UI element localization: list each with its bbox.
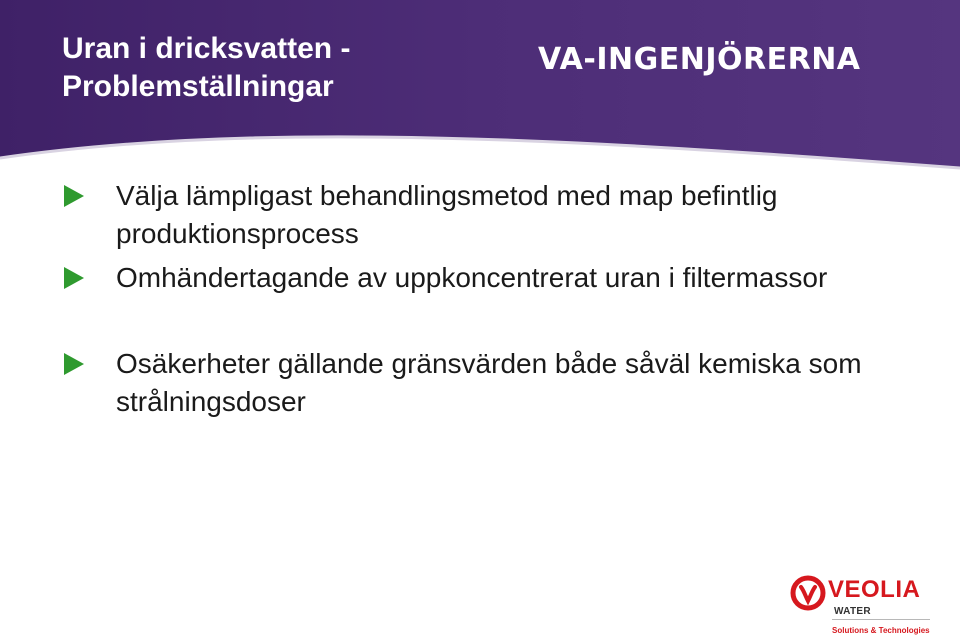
- veolia-wordmark: VEOLIA: [828, 576, 921, 603]
- bullet-text: Osäkerheter gällande gränsvärden både såväl kemiska som strålningsdoser: [116, 348, 862, 417]
- veolia-subtitle: WATER: [834, 606, 871, 617]
- veolia-logo: [786, 573, 936, 639]
- slide-title-line-1: Uran i dricksvatten -: [62, 32, 351, 65]
- slide-title: [62, 30, 462, 106]
- play-arrow-icon: [64, 185, 84, 207]
- bullet-text: Omhändertagande av uppkoncentrerat uran i filtermassor: [116, 262, 828, 293]
- veolia-tagline: Solutions & Technologies: [832, 626, 930, 635]
- brand-logo: VA-INGENJÖRERNA: [538, 42, 861, 77]
- veolia-logo-icon: [790, 575, 826, 611]
- play-arrow-icon: [64, 267, 84, 289]
- bullet-text: Välja lämpligast behandlingsmetod med map befintlig produktionsprocess: [116, 180, 778, 249]
- veolia-divider: [832, 619, 930, 620]
- slide-title-line-2: Problemställningar: [62, 70, 334, 103]
- play-arrow-icon: [64, 353, 84, 375]
